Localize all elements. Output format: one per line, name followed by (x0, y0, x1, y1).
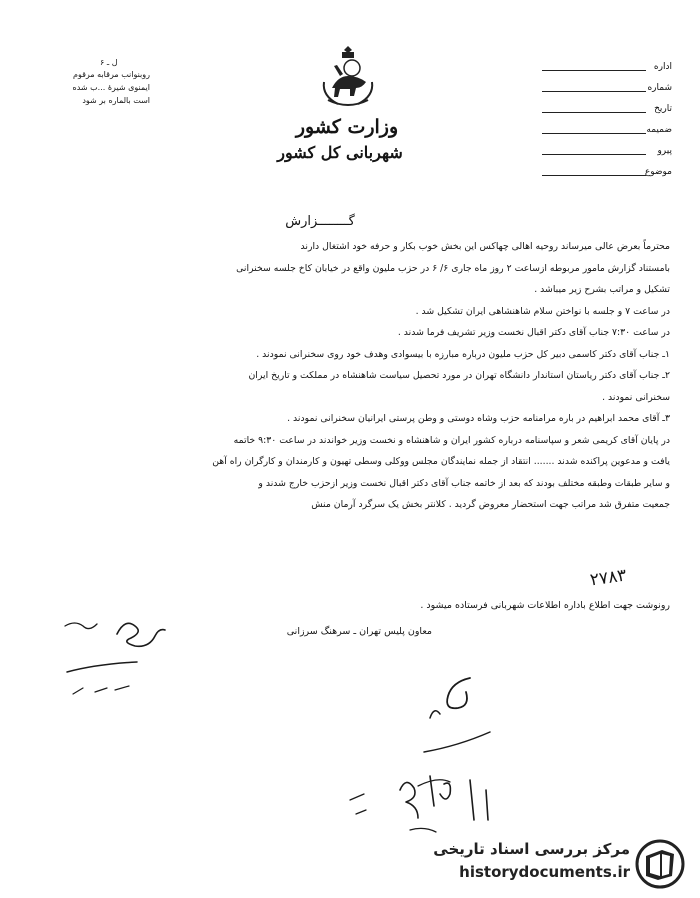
meta-field-line (542, 175, 646, 176)
header-left-code: ل ـ ۶ (100, 58, 118, 67)
signature-left (55, 612, 175, 702)
meta-field-line (542, 70, 646, 71)
body-line: یافت و مدعوین پراکنده شدند ....... انتقاد از جمله نمایندگان مجلس ووکلی وسطی تهیون و کارمندان و کارگران راه آهن (212, 456, 670, 467)
meta-field-label: شماره (647, 83, 672, 93)
meta-field-row (542, 60, 672, 81)
meta-field-line (542, 91, 646, 92)
body-line: تشکیل و مراتب بشرح زیر میباشد . (534, 284, 670, 295)
ministry-title: وزارت کشور (295, 116, 399, 138)
header-left-line: است بالماره بر شود (82, 96, 150, 105)
forward-note: رونوشت جهت اطلاع باداره اطلاعات شهربانی فرستاده میشود . (420, 600, 670, 611)
report-title: گــــــــزارش (285, 214, 355, 229)
body-line: جمعیت متفرق شد مراتب جهت استحضار معروض گردید . کلانتر بخش یک سرگرد آرمان منش (311, 499, 670, 510)
watermark-title: مرکز بررسی اسناد تاریخی (433, 840, 630, 858)
meta-field-label: موضوع (644, 167, 672, 177)
meta-field-row (542, 144, 672, 165)
watermark-url: historydocuments.ir (459, 863, 630, 881)
body-line: ۱ـ جناب آقای دکتر کاسمی دبیر کل حزب ملیون درباره مبارزه با بیسوادی وهدف خود روی سخنرانی نمودند . (256, 348, 670, 360)
body-line: و سایر طبقات وطبقه مختلف بودند که بعد از خاتمه جناب آقای دکتر اقبال نخست وزیر ازحزب خارج شدند و (258, 477, 670, 489)
meta-field-row (542, 102, 672, 123)
body-line: بامستناد گزارش مامور مربوطه ازساعت ۲ روز ماه جاری ۶/ ۶ در حزب ملیون واقع در خیابان کاخ جلسه سخنرانی (236, 262, 670, 274)
book-archive-logo-icon (634, 838, 686, 890)
meta-field-row (542, 165, 672, 186)
meta-field-label: تاریخ (654, 104, 672, 114)
handwritten-date-note (340, 760, 510, 850)
body-line: در پایان آقای کریمی شعر و سپاسنامه درباره کشور ایران و شاهنشاه و نخست وزیر خواندند در ساعت ۹:۳۰ خاتمه (233, 434, 670, 446)
body-line: ۳ـ آقای محمد ابراهیم در باره مرامنامه حزب وشاه دوستی و وطن پرستی ایرانیان سخنرانی نمودند . (287, 413, 670, 424)
header-left-line: روبنوانب مرقابه مرقوم (73, 70, 150, 79)
office-title: شهربانی کل کشور (277, 143, 403, 162)
meta-field-label: پیرو (657, 146, 672, 156)
watermark-brand (410, 838, 630, 886)
body-line: ۲ـ جناب آقای دکتر ریاستان استاندار دانشگاه تهران در مورد تحصیل سیاست شاهنشاه در مملکت و تاریخ ایران (248, 370, 670, 381)
meta-field-row (542, 123, 672, 144)
body-line: سخنرانی نمودند . (602, 391, 670, 403)
header-left-block (30, 58, 150, 107)
meta-field-line (542, 133, 646, 134)
body-line: محترماً بعرض عالی میرساند روحیه اهالی چهاکس این بخش خوب بکار و حرفه خود اشتغال دارند (300, 241, 670, 252)
registration-number: ۲۷۸۳ (588, 565, 628, 591)
signer-line: معاون پلیس تهران ـ سرهنگ سرزانی (286, 626, 432, 637)
header-left-line: ایمنوی شیرۀ ...ب شده (72, 83, 150, 92)
meta-field-label: ضمیمه (646, 125, 672, 135)
body-line: در ساعت ۷:۳۰ جناب آقای دکتر اقبال نخست وزیر تشریف فرما شدند . (397, 327, 670, 338)
body-line: در ساعت ۷ و جلسه با نواختن سلام شاهنشاهی ایران تشکیل شد . (415, 305, 670, 317)
meta-field-label: اداره (653, 62, 672, 72)
meta-field-line (542, 154, 646, 155)
meta-field-line (542, 112, 646, 113)
lion-and-sun-emblem (318, 42, 378, 112)
report-body (22, 236, 670, 516)
meta-field-row (542, 81, 672, 102)
meta-fields (542, 60, 672, 186)
